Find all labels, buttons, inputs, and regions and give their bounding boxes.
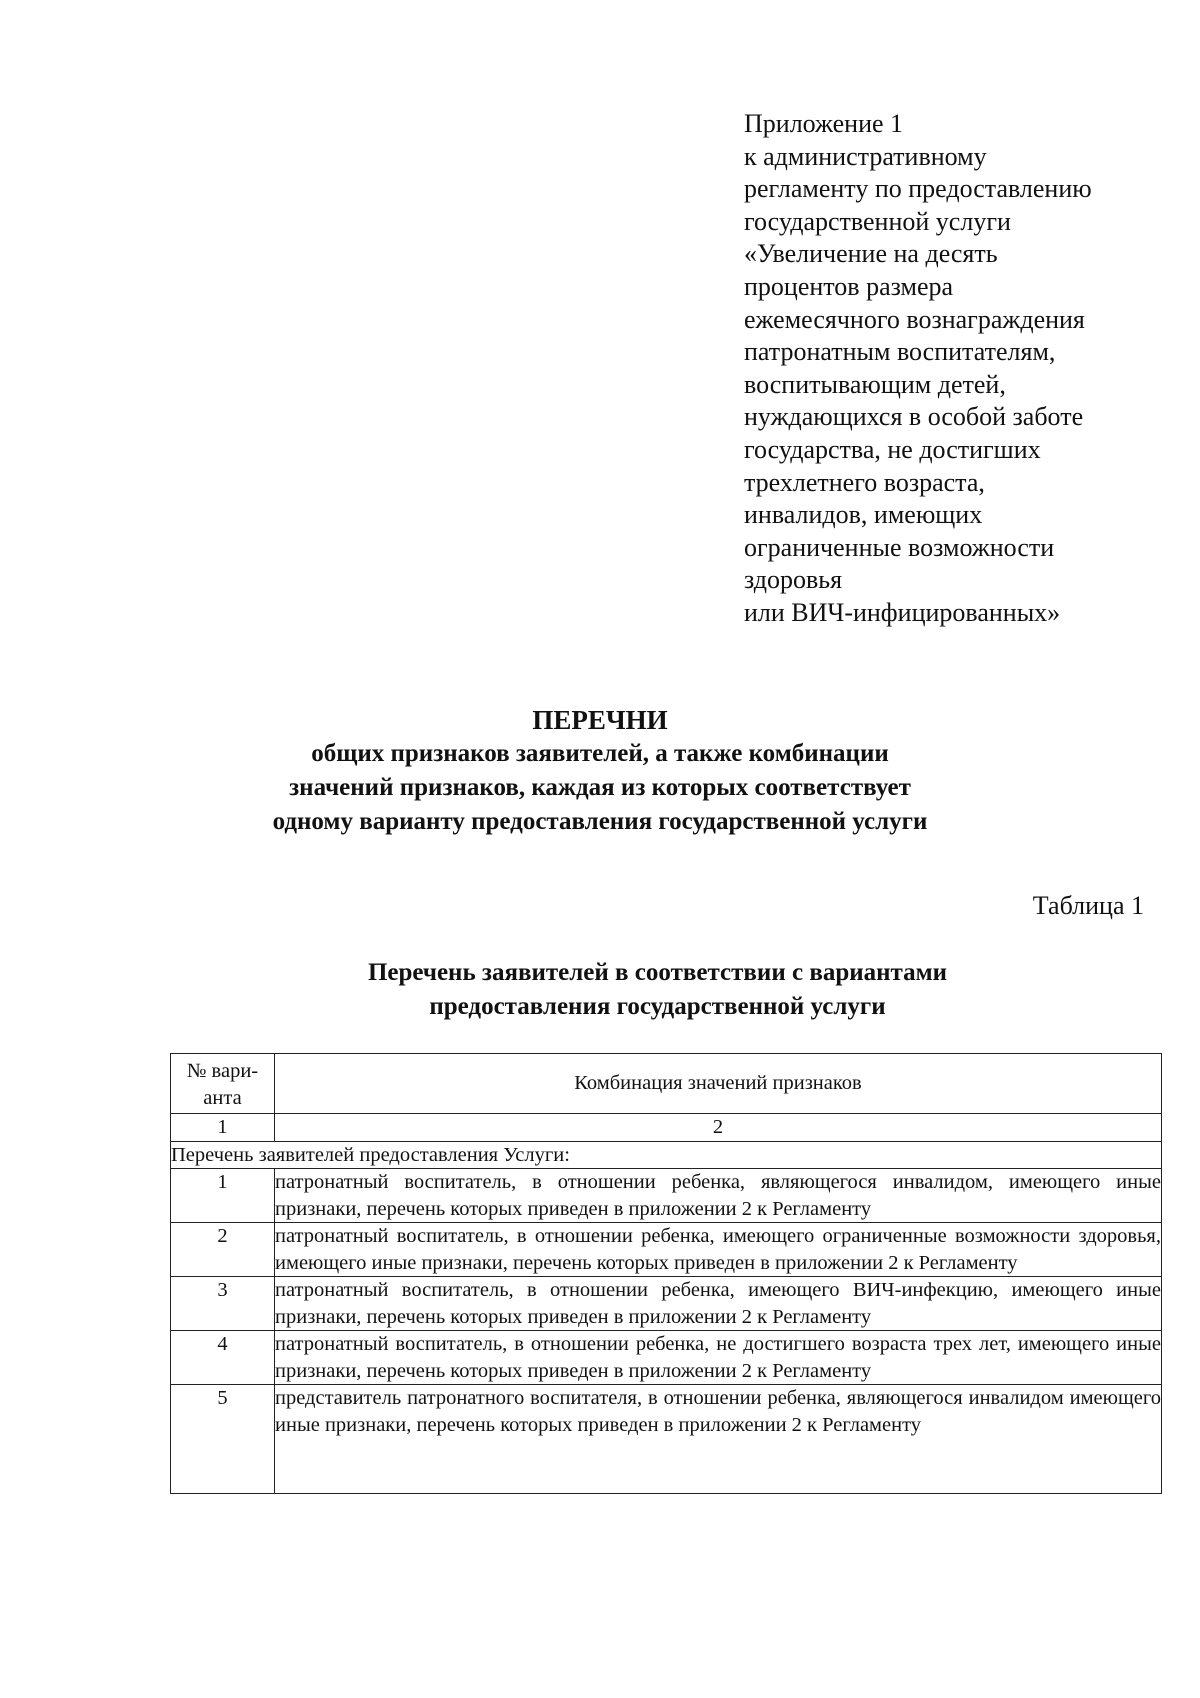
header-combination: Комбинация значений признаков	[275, 1054, 1162, 1114]
table-row	[171, 1385, 1162, 1494]
column-number: 2	[275, 1114, 1162, 1142]
heading-sub-line: одному варианту предоставления государственной услуги	[272, 808, 928, 835]
table-row	[171, 1169, 1162, 1223]
variant-number: 4	[171, 1331, 275, 1385]
appendix-line: трехлетнего возраста,	[744, 467, 985, 497]
variant-number: 3	[171, 1277, 275, 1331]
appendix-line: или ВИЧ-инфицированных»	[744, 597, 1061, 627]
section-title: Перечень заявителей предоставления Услуги:	[171, 1141, 1162, 1169]
column-number: 1	[171, 1114, 275, 1142]
table-title-line: предоставления государственной услуги	[429, 993, 886, 1020]
column-numbers-row	[171, 1114, 1162, 1142]
variant-number: 1	[171, 1169, 275, 1223]
variant-description: патронатный воспитатель, в отношении ребенка, являющегося инвалидом, имеющего иные признаки, перечень которых приведен в приложении 2 к Регламенту	[275, 1169, 1162, 1223]
appendix-line: патронатным воспитателям,	[744, 337, 1056, 367]
table-row	[171, 1223, 1162, 1277]
appendix-line: регламенту по предоставлению	[744, 174, 1092, 204]
variant-description: представитель патронатного воспитателя, в отношении ребенка, являющегося инвалидом имеющего иные признаки, перечень которых приведен в приложении 2 к Регламенту	[275, 1385, 1162, 1494]
variant-description: патронатный воспитатель, в отношении ребенка, имеющего ВИЧ-инфекцию, имеющего иные признаки, перечень которых приведен в приложении 2 к Регламенту	[275, 1277, 1162, 1331]
heading-main: ПЕРЕЧНИ	[532, 705, 668, 735]
appendix-line: Приложение 1	[744, 109, 904, 138]
appendix-line: инвалидов, имеющих	[744, 500, 983, 530]
variant-description: патронатный воспитатель, в отношении ребенка, не достигшего возраста трех лет, имеющего иные признаки, перечень которых приведен в приложении 2 к Регламенту	[275, 1331, 1162, 1385]
table-row	[171, 1277, 1162, 1331]
appendix-line: государства, не достигших	[744, 434, 1041, 464]
table-title-line: Перечень заявителей в соответствии с вариантами	[367, 959, 948, 986]
appendix-line: «Увеличение на десять	[744, 239, 998, 269]
appendix-line: здоровья	[744, 565, 843, 595]
section-row	[171, 1141, 1162, 1169]
table-label: Таблица 1	[1032, 891, 1144, 920]
table-title	[0, 956, 1200, 1024]
table-row	[171, 1331, 1162, 1385]
variant-description: патронатный воспитатель, в отношении ребенка, имеющего ограниченные возможности здоровья, имеющего иные признаки, перечень которых приведен в приложении 2 к Регламенту	[275, 1223, 1162, 1277]
document-heading	[0, 703, 1200, 839]
appendix-line: государственной услуги	[744, 206, 1011, 236]
appendix-line: ограниченные возможности	[744, 532, 1055, 562]
appendix-line: ежемесячного вознаграждения	[744, 304, 1085, 334]
header-variant-number: № вари- анта	[171, 1054, 275, 1114]
variants-table	[170, 1053, 1162, 1494]
appendix-line: нуждающихся в особой заботе	[744, 402, 1084, 432]
variant-number: 2	[171, 1223, 275, 1277]
appendix-line: процентов размера	[744, 271, 954, 301]
heading-sub-line: общих признаков заявителей, а также комбинации	[311, 740, 889, 767]
appendix-line: воспитывающим детей,	[744, 369, 1006, 399]
appendix-header	[744, 108, 1164, 630]
table-header-row	[171, 1054, 1162, 1114]
appendix-line: к административному	[744, 141, 987, 171]
variant-number: 5	[171, 1385, 275, 1494]
heading-sub-line: значений признаков, каждая из которых соответствует	[289, 774, 911, 801]
